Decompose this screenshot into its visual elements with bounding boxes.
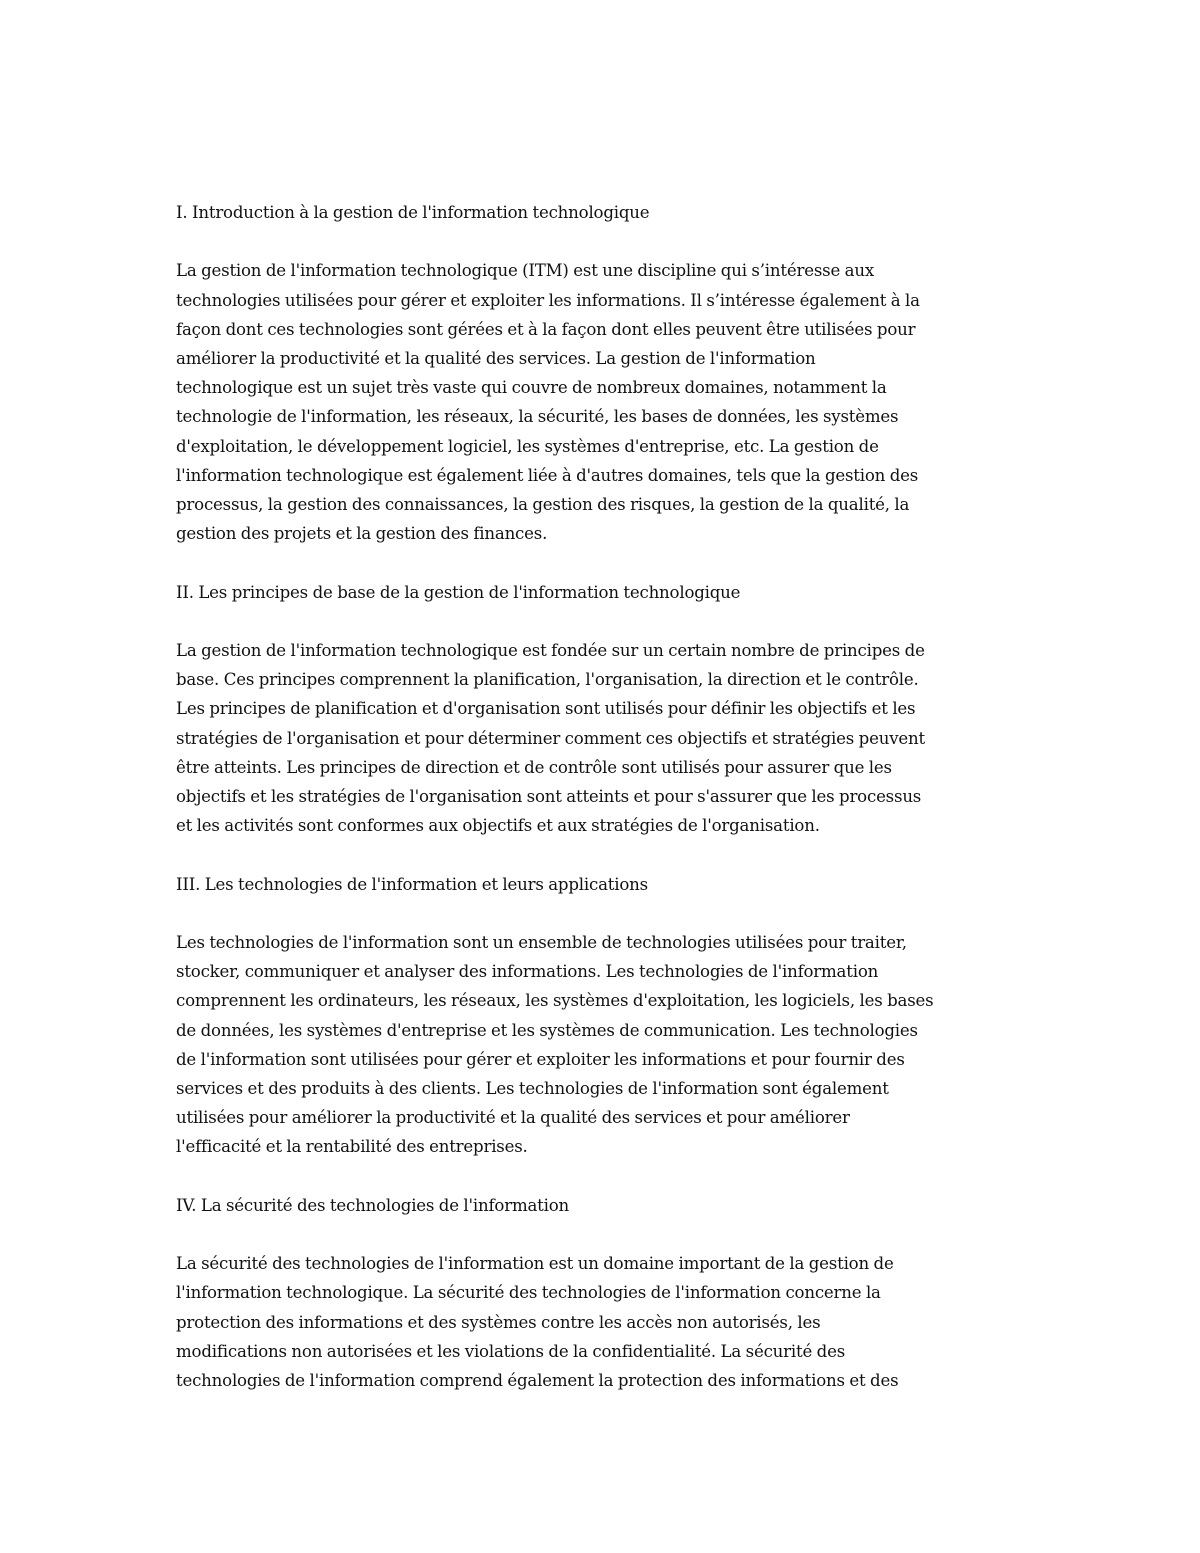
paragraph-line: technologies utilisées pour gérer et exploiter les informations. Il s’intéresse également à la: [176, 290, 920, 310]
paragraph-line: l'efficacité et la rentabilité des entreprises.: [176, 1137, 528, 1157]
paragraph-line: Les principes de planification et d'organisation sont utilisés pour définir les objectifs et les: [176, 699, 916, 719]
paragraph-line: stratégies de l'organisation et pour déterminer comment ces objectifs et stratégies peuvent: [176, 728, 925, 748]
paragraph-line: utilisées pour améliorer la productivité et la qualité des services et pour améliorer: [176, 1108, 850, 1128]
paragraph-line: processus, la gestion des connaissances, la gestion des risques, la gestion de la qualité, la: [176, 495, 910, 515]
document-body: [176, 198, 1026, 1424]
paragraph-line: l'information technologique est également liée à d'autres domaines, tels que la gestion des: [176, 465, 919, 485]
section-heading: II. Les principes de base de la gestion de l'information technologique: [176, 582, 741, 602]
paragraph-line: technologie de l'information, les réseaux, la sécurité, les bases de données, les systèmes: [176, 407, 899, 427]
section-securite: [176, 1191, 1026, 1395]
section-heading: I. Introduction à la gestion de l'information technologique: [176, 203, 650, 222]
section-principes: [176, 578, 1026, 841]
section-technologies: [176, 870, 1026, 1162]
paragraph-line: et les activités sont conformes aux objectifs et aux stratégies de l'organisation.: [176, 816, 820, 836]
section-paragraph: [176, 928, 1026, 1162]
paragraph-line: technologique est un sujet très vaste qui couvre de nombreux domaines, notamment la: [176, 378, 887, 398]
paragraph-line: comprennent les ordinateurs, les réseaux, les systèmes d'exploitation, les logiciels, les bases: [176, 991, 934, 1011]
paragraph-line: de l'information sont utilisées pour gérer et exploiter les informations et pour fournir des: [176, 1049, 905, 1069]
paragraph-line: modifications non autorisées et les violations de la confidentialité. La sécurité des: [176, 1341, 846, 1361]
paragraph-line: Les technologies de l'information sont un ensemble de technologies utilisées pour traiter,: [176, 933, 907, 952]
paragraph-line: services et des produits à des clients. Les technologies de l'information sont également: [176, 1079, 889, 1099]
paragraph-line: stocker, communiquer et analyser des informations. Les technologies de l'information: [176, 962, 879, 982]
paragraph-line: façon dont ces technologies sont gérées et à la façon dont elles peuvent être utilisées pour: [176, 319, 916, 339]
paragraph-line: d'exploitation, le développement logiciel, les systèmes d'entreprise, etc. La gestion de: [176, 436, 879, 456]
section-paragraph: [176, 256, 1026, 548]
section-heading: III. Les technologies de l'information et leurs applications: [176, 874, 648, 894]
paragraph-line: La gestion de l'information technologique est fondée sur un certain nombre de principes de: [176, 641, 925, 660]
paragraph-line: être atteints. Les principes de direction et de contrôle sont utilisés pour assurer que les: [176, 757, 892, 777]
section-introduction: [176, 198, 1026, 548]
section-heading: IV. La sécurité des technologies de l'information: [176, 1195, 570, 1215]
paragraph-line: gestion des projets et la gestion des finances.: [176, 524, 548, 544]
paragraph-line: objectifs et les stratégies de l'organisation sont atteints et pour s'assurer que les processus: [176, 787, 922, 807]
paragraph-line: base. Ces principes comprennent la planification, l'organisation, la direction et le contrôle.: [176, 670, 919, 690]
section-paragraph: [176, 636, 1026, 840]
section-paragraph: [176, 1249, 1026, 1395]
paragraph-line: l'information technologique. La sécurité des technologies de l'information concerne la: [176, 1283, 881, 1303]
paragraph-line: améliorer la productivité et la qualité des services. La gestion de l'information: [176, 349, 816, 368]
paragraph-line: protection des informations et des systèmes contre les accès non autorisés, les: [176, 1312, 821, 1332]
paragraph-line: La gestion de l'information technologique (ITM) est une discipline qui s’intéresse aux: [176, 261, 874, 281]
paragraph-line: de données, les systèmes d'entreprise et les systèmes de communication. Les technologies: [176, 1020, 918, 1040]
paragraph-line: technologies de l'information comprend également la protection des informations et des: [176, 1371, 899, 1391]
paragraph-line: La sécurité des technologies de l'information est un domaine important de la gestion de: [176, 1254, 894, 1274]
